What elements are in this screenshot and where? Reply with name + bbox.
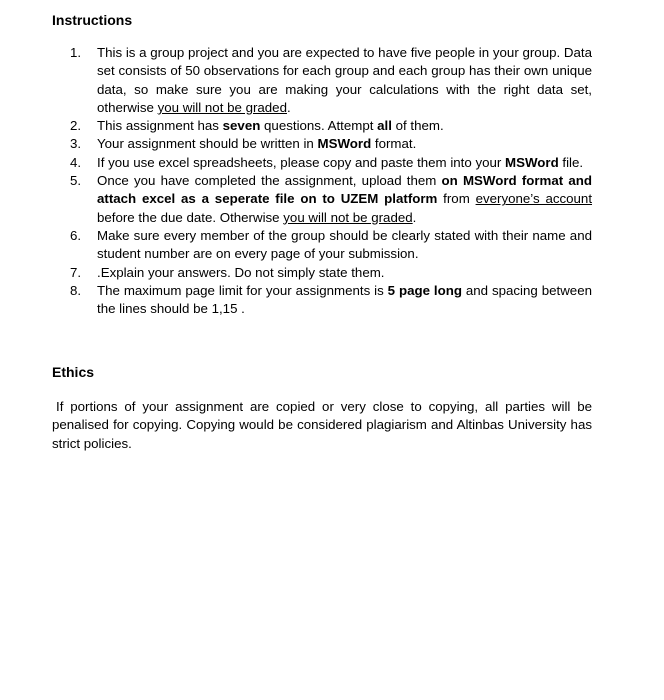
- item-text: This assignment has seven questions. Attempt all of them.: [97, 118, 444, 134]
- list-item: [70, 154, 592, 172]
- list-item: [70, 135, 592, 153]
- list-item: [70, 264, 592, 282]
- list-item: [70, 117, 592, 135]
- list-item: [70, 44, 592, 117]
- item-text: .Explain your answers. Do not simply state them.: [97, 264, 385, 280]
- item-number: 5.: [70, 173, 82, 189]
- ethics-paragraph: If portions of your assignment are copied or very close to copying, all parties will be penalised for copying. Copying would be considered plagiarism and Altinbas University has strict policies.: [52, 399, 592, 451]
- item-text: Make sure every member of the group should be clearly stated with their name and student number are on every page of your submission.: [97, 227, 592, 262]
- item-text: If you use excel spreadsheets, please copy and paste them into your MSWord file.: [97, 154, 584, 170]
- list-item: [70, 172, 592, 227]
- item-number: 7.: [70, 264, 82, 280]
- item-number: 1.: [70, 45, 82, 60]
- ethics-heading: Ethics: [52, 364, 95, 380]
- item-number: 4.: [70, 154, 82, 170]
- item-text: Your assignment should be written in MSWord format.: [97, 136, 417, 152]
- item-text: Once you have completed the assignment, upload them on MSWord format and attach excel as a seperate file on to UZEM platform from everyone’s account before the due date. Otherwise you will not be graded.: [97, 173, 593, 225]
- item-text: The maximum page limit for your assignments is 5 page long and spacing between the lines should be 1,15 .: [97, 282, 592, 317]
- item-number: 2.: [70, 118, 82, 134]
- item-number: 6.: [70, 227, 82, 243]
- instructions-list: [70, 44, 592, 318]
- item-number: 8.: [70, 282, 82, 298]
- item-number: 3.: [70, 136, 82, 152]
- instructions-heading: Instructions: [52, 12, 133, 28]
- list-item: [70, 227, 592, 264]
- item-text: This is a group project and you are expected to have five people in your group. Data set consists of 50 observations for each group and each group has their own unique data, so make sure you are making your calculations with the right data set, otherwise you will not be graded.: [97, 45, 592, 115]
- list-item: [70, 282, 592, 319]
